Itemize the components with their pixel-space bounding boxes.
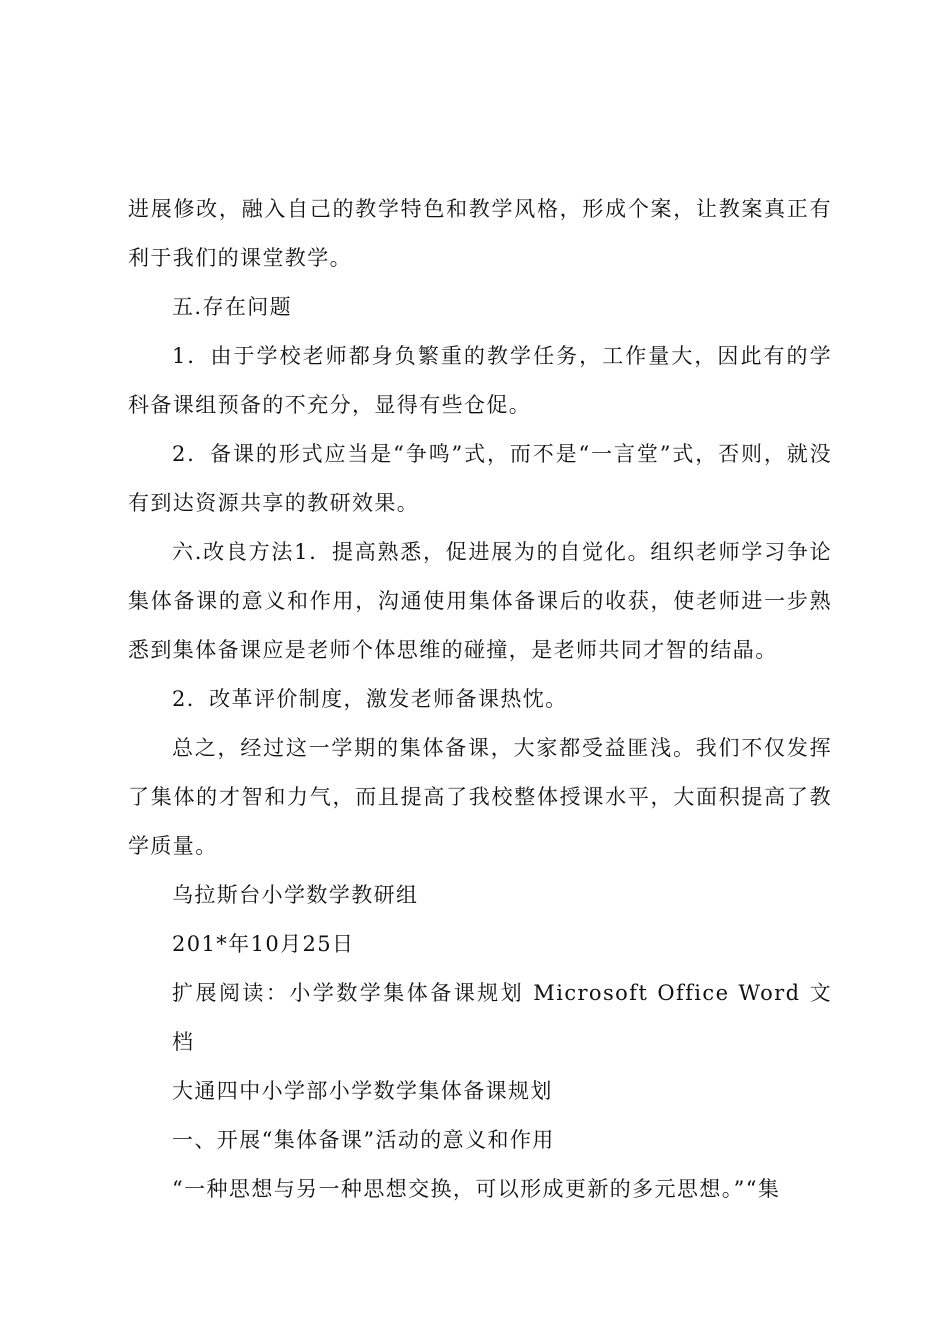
paragraph-conclusion: 总之，经过这一学期的集体备课，大家都受益匪浅。我们不仅发挥了集体的才智和力气，而且提高了我校整体授课水平，大面积提高了教学质量。 bbox=[128, 736, 832, 858]
extended-reading-title: 扩展阅读：小学数学集体备课规划 Microsoft Office Word 文档 bbox=[172, 981, 832, 1054]
paragraph-improvement-2: 2．改革评价制度，激发老师备课热忱。 bbox=[172, 687, 568, 711]
section-heading-significance: 一、开展“集体备课”活动的意义和作用 bbox=[172, 1128, 555, 1152]
paragraph-problem-2: 2．备课的形式应当是“争鸣”式，而不是“一言堂”式，否则，就没有到达资源共享的教研效果。 bbox=[128, 442, 832, 515]
paragraph-improvement-1: 六.改良方法1．提高熟悉，促进展为的自觉化。组织老师学习争论集体备课的意义和作用，沟通使用集体备课后的收获，使老师进一步熟悉到集体备课应是老师个体思维的碰撞，是老师共同才智的结晶。 bbox=[128, 540, 832, 662]
signature-date: 201*年10月25日 bbox=[172, 932, 355, 956]
plan-title: 大通四中小学部小学数学集体备课规划 bbox=[172, 1079, 553, 1103]
paragraph-continuation: 进展修改，融入自己的教学特色和教学风格，形成个案，让教案真正有利于我们的课堂教学。 bbox=[128, 197, 832, 270]
document-body bbox=[128, 185, 832, 1214]
signature-group: 乌拉斯台小学数学教研组 bbox=[172, 883, 419, 907]
paragraph-problem-1: 1．由于学校老师都身负繁重的教学任务，工作量大，因此有的学科备课组预备的不充分，显得有些仓促。 bbox=[128, 344, 832, 417]
paragraph-quote: “一种思想与另一种思想交换，可以形成更新的多元思想。”“集 bbox=[172, 1177, 781, 1201]
section-heading-problems: 五.存在问题 bbox=[172, 295, 293, 319]
